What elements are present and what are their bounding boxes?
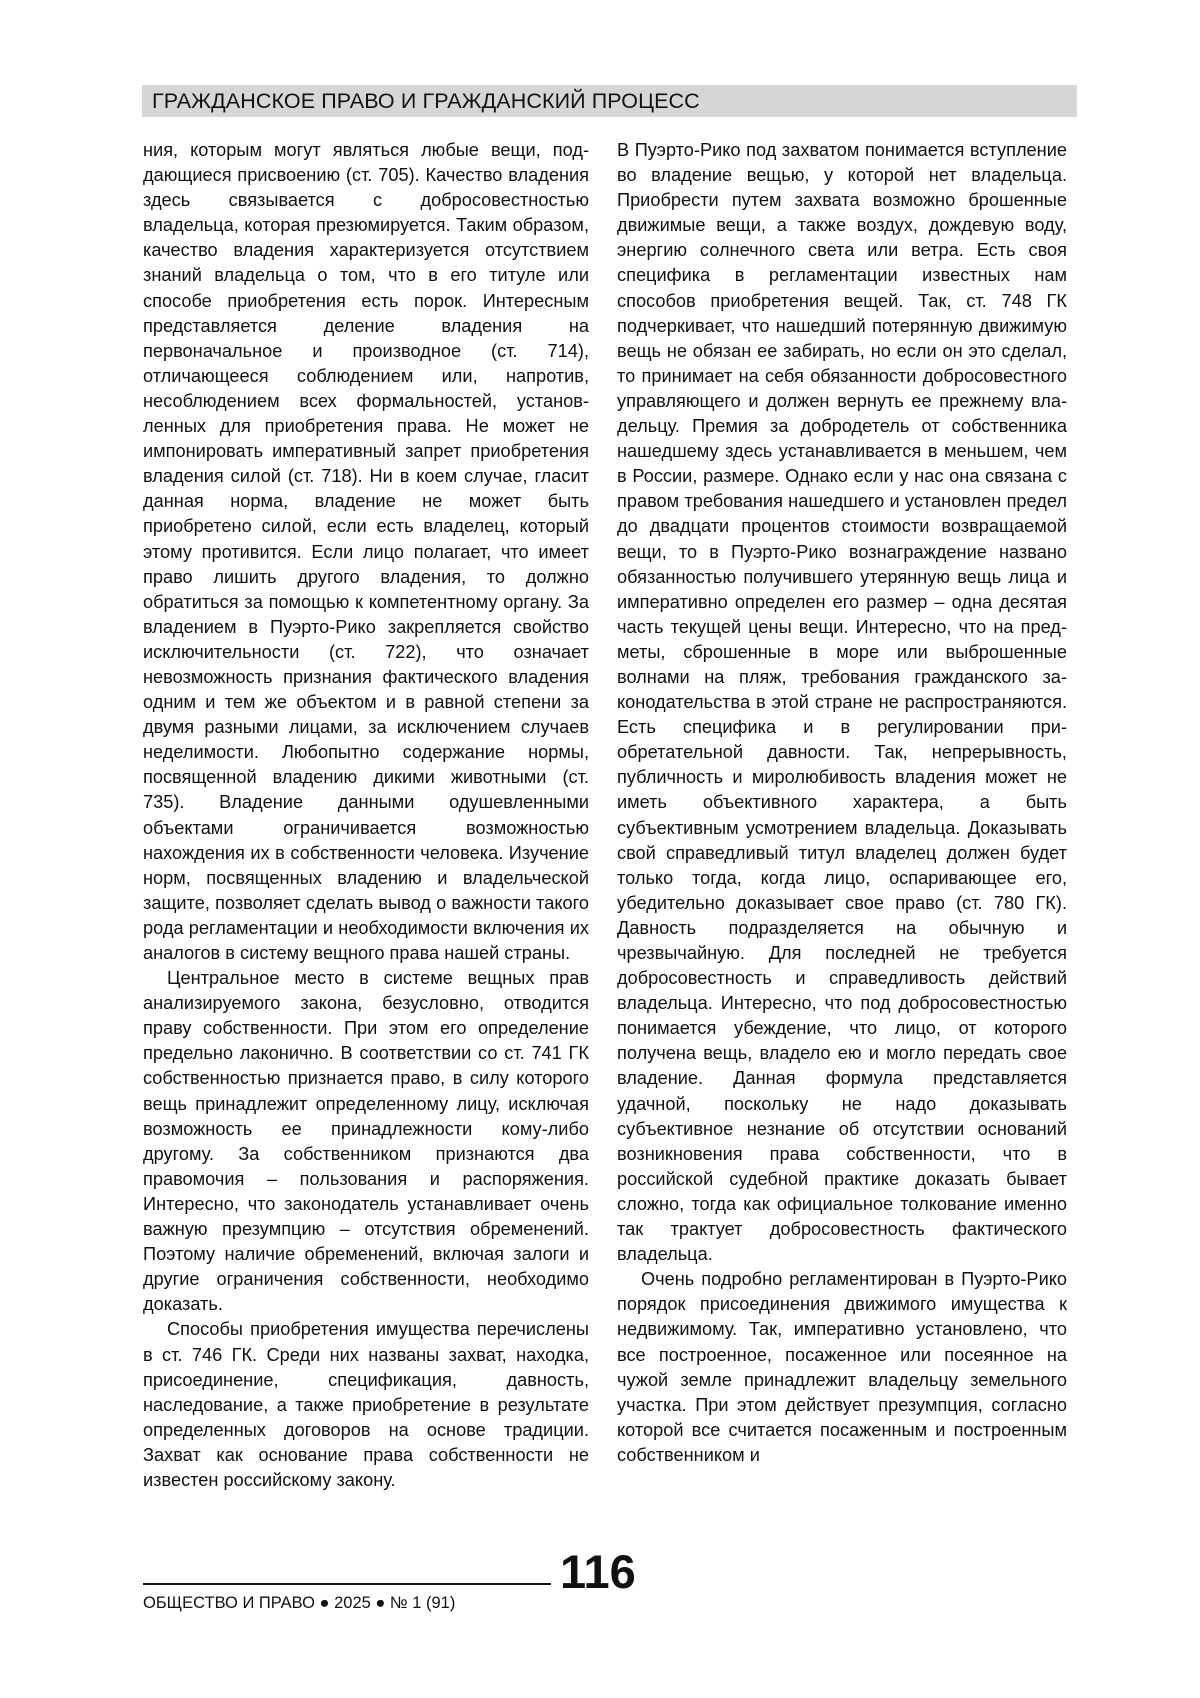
journal-info: ОБЩЕСТВО И ПРАВО ● 2025 ● № 1 (91) (143, 1594, 456, 1612)
left-column (143, 138, 589, 1493)
right-column (617, 138, 1067, 1468)
paragraph: Очень подробно регламентирован в Пуэрто-Рико порядок присоединения движимого имущества к недвижимому. Так, императивно установлено, что все построенное, посаженное или посеянное на чужой земле принадлежит владельцу земельного участка. При этом действует презумпция, согласно которой все считается посаженным и построенным собственником и (617, 1269, 1067, 1465)
paragraph: Способы приобретения имущества перечислены в ст. 746 ГК. Среди них названы захват, находка, присоединение, спецификация, давность, наследование, а также приобретение в результате определенных договоров на основе традиции. Захват как основание права собственности не известен российскому закону. (143, 1319, 589, 1490)
paragraph: В Пуэрто-Рико под захватом понимается вступление во владение вещью, у которой нет владельца. Приобрести путем захвата возможно брошенные движимые вещи, а также воздух, дождевую воду, энергию солнечного света или ветра. Есть своя специфика в регламентации известных нам способов приобретения вещей. Так, ст. 748 ГК подчеркивает, что нашедший потерянную движимую вещь не обязан ее забирать, но если он это сделал, то принимает на себя обязанности добросовестного управляющего и должен вернуть ее прежнему владельцу. Премия за добродетель от собственника нашедшему здесь устанавливается в меньшем, чем в России, размере. Однако если у нас она связана с правом требования нашедшего и установлен предел до двадцати процентов стоимости возвращаемой вещи, то в Пуэрто-Рико вознаграждение названо обязанностью получившего утерянную вещь лица и императивно определен его размер – одна десятая часть текущей цены вещи. Интересно, что на предметы, сброшенные в море или выброшенные волнами на пляж, требования гражданского законодательства в этой стране не распространяются. Есть специфика и в регулировании приобретательной давности. Так, непрерывность, публичность и миролюбивость владения может не иметь объективного характера, а быть субъективным усмотрением владельца. Доказывать свой справедливый титул владелец должен будет только тогда, когда лицо, оспаривающее его, убедительно доказывает свое право (ст. 780 ГК). Давность подразделяется на обычную и чрезвычайную. Для последней не требуется добросовестность и справедливость действий владельца. Интересно, что под добросовестностью понимается убеждение, что лицо, от которого получена вещь, владело ею и могло передать свое владение. Данная формула представляется удачной, поскольку не надо доказывать субъективное незнание об отсутствии оснований возникновения права собственности, что в российской судебной практике доказать бывает сложно, тогда как официальное толкование именно так трактует добросовестность фактического владельца. (617, 140, 1067, 1265)
footer-rule (143, 1583, 551, 1585)
paragraph: Центральное место в системе вещных прав анализируемого закона, безусловно, отводится праву собственности. При этом его определение предельно лаконично. В соответствии со ст. 741 ГК собственностью признается право, в силу которого вещь принадлежит определенному лицу, исключая возможность ее принадлежности кому-либо другому. За собственником признаются два правомочия – пользования и распоряжения. Интересно, что законодатель устанавливает очень важную презумпцию – отсутствия обременений. Поэтому наличие обременений, включая залоги и другие ограничения собственности, необходимо доказать. (143, 968, 589, 1315)
page-number: 116 (560, 1545, 636, 1598)
paragraph: ния, которым могут являться любые вещи, поддающиеся присвоению (ст. 705). Качество владения здесь связывается с добросовестностью владельца, которая презюмируется. Таким образом, качество владения характеризуется отсутствием знаний владельца о том, что в его титуле или способе приобретения есть порок. Интересным представляется деление владения на первоначальное и производное (ст. 714), отличающееся соблюдением или, напротив, несоблюдением всех формальностей, установленных для приобретения права. Не может не импонировать императивный запрет приобретения владения силой (ст. 718). Ни в коем случае, гласит данная норма, владение не может быть приобретено силой, если есть владелец, который этому противится. Если лицо полагает, что имеет право лишить другого владения, то должно обратиться за помощью к компетентному органу. За владением в Пуэрто-Рико закрепляется свойство исключительности (ст. 722), что означает невозможность признания фактического владения одним и тем же объектом и в равной степени за двумя разными лицами, за исключением случаев неделимости. Любопытно содержание нормы, посвященной владению дикими животными (ст. 735). Владение данными одушевленными объектами ограничивается возможностью нахождения их в собственности человека. Изучение норм, посвященных владению и владельческой защите, позволяет сделать вывод о важности такого рода регламентации и необходимости включения их аналогов в систему вещного права нашей страны. (143, 140, 589, 963)
section-header: ГРАЖДАНСКОЕ ПРАВО И ГРАЖДАНСКИЙ ПРОЦЕСС (142, 85, 1077, 117)
